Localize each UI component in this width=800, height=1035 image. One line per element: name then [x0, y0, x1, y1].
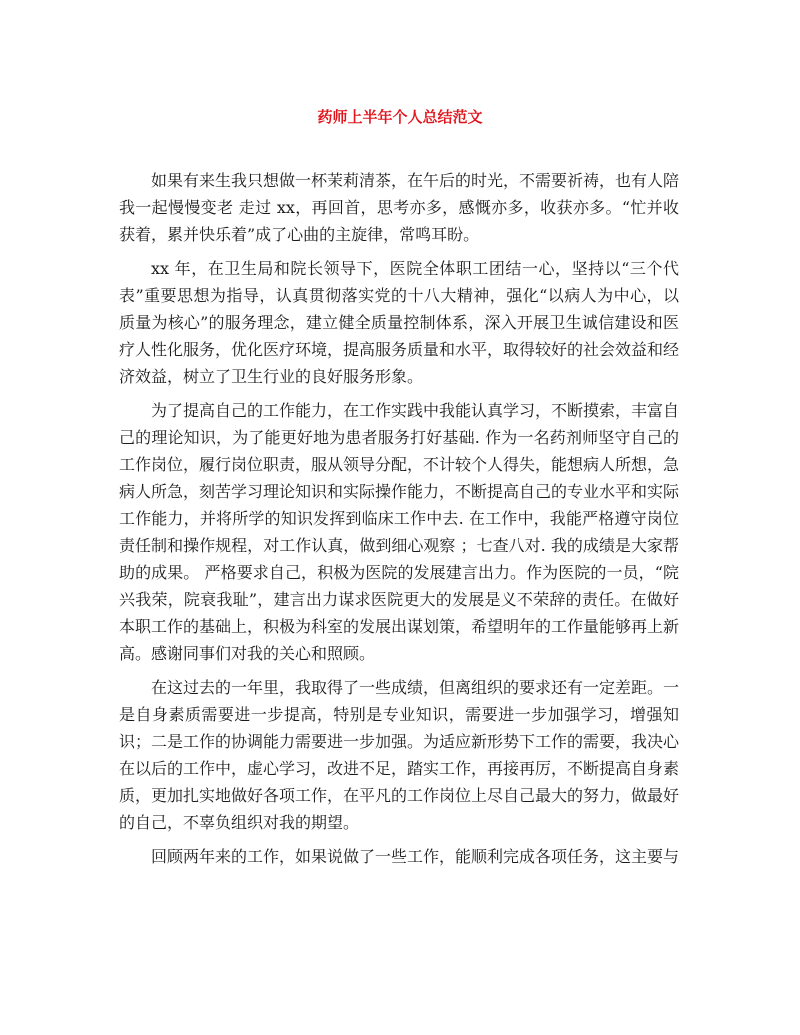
paragraph-1: 如果有来生我只想做一杯茉莉清茶，在午后的时光，不需要祈祷，也有人陪我一起慢慢变老 走过 xx，再回首，思考亦多，感慨亦多，收获亦多。“忙并收获着，累并快乐着”成了心曲的主旋律，常鸣耳盼。	[119, 171, 680, 244]
document-body	[119, 167, 679, 877]
paragraph-2: xx 年，在卫生局和院长领导下，医院全体职工团结一心，坚持以“三个代表”重要思想为指导，认真贯彻落实党的十八大精神，强化“以病人为中心，以质量为核心”的服务理念，建立健全质量控制体系，深入开展卫生诚信建设和医疗人性化服务，优化医疗环境，提高服务质量和水平，取得较好的社会效益和经济效益，树立了卫生行业的良好服务形象。	[119, 259, 680, 386]
document-title: 药师上半年个人总结范文	[317, 108, 483, 126]
paragraph-4: 在这过去的一年里，我取得了一些成绩，但离组织的要求还有一定差距。一是自身素质需要进一步提高，特别是专业知识，需要进一步加强学习，增强知识；二是工作的协调能力需要进一步加强。为适应新形势下工作的需要，我决心在以后的工作中，虚心学习，改进不足，踏实工作，再接再厉，不断提高自身素质，更加扎实地做好各项工作，在平凡的工作岗位上尽自己最大的努力，做最好的自己，不辜负组织对我的期望。	[119, 678, 680, 832]
paragraph-3: 为了提高自己的工作能力，在工作实践中我能认真学习，不断摸索，丰富自己的理论知识，为了能更好地为患者服务打好基础. 作为一名药剂师坚守自己的工作岗位，履行岗位职责，服从领导分配，不计较个人得失，能想病人所想，急病人所急，刻苦学习理论知识和实际操作能力，不断提高自己的专业水平和实际工作能力，并将所学的知识发挥到临床工作中去. 在工作中，我能严格遵守岗位责任制和操作规程，对工作认真，做到细心观察 ；七查八对. 我的成绩是大家帮助的成果。 严格要求自己，积极为医院的发展建言出力。作为医院的一员，“院兴我荣，院衰我耻”，建言出力谋求医院更大的发展是义不荣辞的责任。在做好本职工作的基础上，积极为科室的发展出谋划策，希望明年的工作量能够再上新高。感谢同事们对我的关心和照顾。	[119, 401, 680, 663]
paragraph-5: 回顾两年来的工作，如果说做了一些工作，能顺利完成各项任务，这主要与	[151, 847, 680, 866]
